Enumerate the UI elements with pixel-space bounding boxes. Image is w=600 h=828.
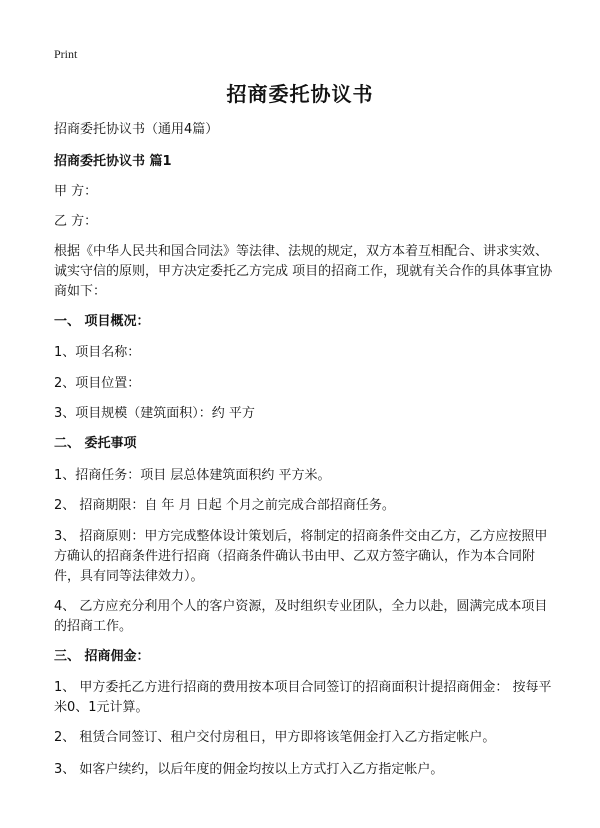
section2-item-2: 2、 招商期限：自 年 月 日起 个月之前完成合部招商任务。 — [54, 498, 395, 513]
party-a-line: 甲 方： — [54, 184, 98, 199]
section1-heading: 一、 项目概况： — [54, 314, 150, 329]
section3-heading: 三、 招商佣金： — [54, 649, 150, 664]
print-link[interactable]: Print — [54, 47, 78, 61]
section3-item-2: 2、 租赁合同签订、租户交付房租日，甲方即将该笔佣金打入乙方指定帐户。 — [54, 730, 496, 745]
section2-heading: 二、 委托事项 — [54, 436, 137, 451]
section2-item-1: 1、招商任务：项目 层总体建筑面积约 平方米。 — [54, 468, 331, 483]
party-b-line: 乙 方： — [54, 214, 98, 229]
chapter-heading: 招商委托协议书 篇1 — [54, 154, 172, 169]
section3-item-3: 3、 如客户续约，以后年度的佣金均按以上方式打入乙方指定帐户。 — [54, 762, 444, 777]
section1-item-2: 2、项目位置： — [54, 376, 141, 391]
section3-item-1: 1、 甲方委托乙方进行招商的费用按本项目合同签订的招商面积计提招商佣金： 按每平米0、1元计算。 — [54, 680, 552, 715]
intro-paragraph: 根据《中华人民共和国合同法》等法律、法规的规定，双方本着互相配合、讲求实效、诚实守信的原则，甲方决定委托乙方完成 项目的招商工作，现就有关合作的具体事宜协商如下： — [54, 244, 553, 299]
section1-item-1: 1、项目名称： — [54, 345, 141, 360]
section1-item-3: 3、项目规模（建筑面积）：约 平方 — [54, 406, 255, 421]
section2-item-4: 4、 乙方应充分利用个人的客户资源，及时组织专业团队，全力以赴，圆满完成本项目的招商工作。 — [54, 599, 548, 634]
section2-item-3: 3、 招商原则：甲方完成整体设计策划后，将制定的招商条件交由乙方，乙方应按照甲方确认的招商条件进行招商（招商条件确认书由甲、乙双方签字确认，作为本合同附件，具有同等法律效力）。 — [54, 529, 548, 584]
document-subtitle: 招商委托协议书（通用4篇） — [54, 122, 219, 137]
document-title: 招商委托协议书 — [226, 82, 374, 106]
